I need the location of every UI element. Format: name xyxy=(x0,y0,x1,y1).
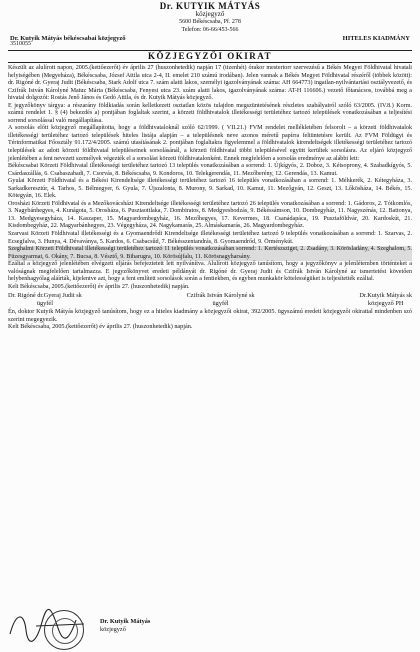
paragraph-gyula: Gyulai Körzeti Földhivatal és a Békési Kirendeltsége illetékességi területéhez tartozó 16 település vonatkozásában a sorrend: 1. Méhkerék, 2. Kétegyháza, 3. Sarkadkeresztúr, 4. Tarhos, 5. Bélmegyer, 6. Gyula, 7. Újszalonta, 8. Murony, 9. Sarkad, 10. Kamut, 11. Mezőgyán, 12. Geszt, 13. Lőkösháza, 14. Békés, 15. Kötegyán, 16. Elek. xyxy=(8,178,412,200)
notary-address: 5600 Békéscsaba, Pf. 278 xyxy=(179,19,241,25)
signature-2 xyxy=(187,292,255,307)
signature-1-name: Dr. Rigóné dr.Gyeraj Judit sk xyxy=(8,292,82,300)
certification-text: Én, doktor Kutyik Mátyás közjegyző tanúsítom, hogy ez a hiteles kiadmány a közjegyzői okirat, 392/2005. ügyszámú eredeti közjegyzői okirattal mindenben szó szerint megegyezik. xyxy=(8,308,412,323)
seat-text: Dr. Kutyik Mátyás békéscsabai közjegyző xyxy=(10,35,126,42)
final-signer-block xyxy=(100,618,150,633)
signature-3 xyxy=(359,292,412,307)
notary-seal-icon xyxy=(44,610,84,650)
paragraph-szarvas: Szarvasi Körzeti Földhivatal illetékességi és a Gyomaendrődi Kirendeltsége illetékességi területéhez tartozó 9 település vonatkozásában a sorrend: 1. Szarvas, 2. Ecsegfalva, 3. Hunya, 4. Dévaványa, 5. Kardos, 6. Csabacsűd, 7. Békésszentandrás, 8. Gyomaendrőd, 9. Örménykút. xyxy=(8,231,412,245)
final-signer-role: közjegyző xyxy=(100,625,126,633)
notary-phone: Telefon: 06-66/453-566 xyxy=(181,27,239,33)
document-title: KÖZJEGYZŐI OKIRAT xyxy=(8,50,412,63)
paragraph-oroshaza: Orosházi Körzeti Földhivatal és a Mezőkovácsházi Kirendeltsége illetékességi területéhez tartozó 26 település vonatkozásában a sorrend: 1. Gádoros, 2. Tótkomlós, 3. Nagybánhegyes, 4. Kunágota, 5. Orosháza, 6. Pusztaottlaka, 7. Dombiratos, 8. Medgyesbodzás, 9. Békéssámson, 10. Dombegyház, 11. Nagyszénás, 12. Battonya, 13. Medgyesegyháza, 14. Kaszaper, 15. Magyardombegyház, 16. Mezőhegyes, 17. Kevermes, 18. Csanádapáca, 19. Pusztaföldvár, 20. Kardoskút, 21. Kisdombegyház, 22. Magyarbánhegyes, 23. Végegyháza, 24. Nagykamarás, 25. Almáskamarás, 26. Magyardombegyház. xyxy=(8,200,412,230)
signature-block xyxy=(0,292,420,307)
final-signer-name: Dr. Kutyik Mátyás xyxy=(100,618,151,625)
certification-date: Kelt Békéscsaba, 2005.(kettőezerőt) év április 27. (huszonhetedik) napján. xyxy=(8,323,193,331)
paragraph-date: Kelt Békéscsaba, 2005.(kettőezerőt) év április 27. (huszonhetedik) napján. xyxy=(8,283,190,290)
paragraph-closing: Ezáltal a közjegyző jelenlétében elvégzett eljárás befejeztetett lett nyilvánítva. Alulírott közjegyző tanúsítom, hogy a jegyzőkönyv a jelenlétemben történteket a valóságnak megfelelően tartalmazza. E jegyzőkönyvet eredeti példányát dr. Rigóné dr. Gyeraj Judit és Czifrák István Károlyné az ismertetést követően helybenhagyólag aláírták, kijelentve azt, hogy a fent említett sorsolások során a fentiekben, és egyben munkakör kötelességüket is teljesítették ezáltal. xyxy=(8,261,412,283)
paragraph-3: A sorsolás előtt közjegyző megállapította, hogy a földhivataloknál szóló 62/1999. ( VII.21.) FVM rendelet mellékletében felsorolt – a körzeti földhivatalok illetékességi területéhez tartozó települések hiteles listája alapján – a településnek neve azonos méretű papírra feltüntetésre került. Az FVM Földügyi és Térinformatikai Főosztály 91.172/4/2005. számú utasításának 2. pontjában foglaltakra figyelemmel a földhivatalok kirendeltségek illetékességi területéhez tartozó települések az adott körzeti földhivatal településeinek sorsolásánál, a körzeti földhivatal többi településével együtt kerültek sorsolásra. Az eljáró közjegyző jelenlétében a fent nevezett személyek végezték el a sorsolást körzeti földhivatalonként. Ennek megfelelően a sorsolás eredménye az alábbi lett: xyxy=(8,125,412,162)
notary-role: közjegyző xyxy=(195,10,225,18)
seal-inner-ring-icon xyxy=(52,618,78,644)
paragraph-2: E jegyzőkönyv tárgya: a részarány földkiadás során kelletkezett osztatlan közös tulajdon megszüntetésének részletes szabályairól szóló 63/2005. (IV.8.) Korm. számú rendelet 1. § (4) bekezdés a) pontjában foglaltak szerint, a körzeti földhivatalok illetékességi területéhez tartozó települések vonatkozásában a teljesítési sorrend sorsolással való megállapítása. xyxy=(8,102,412,124)
certification-block xyxy=(0,308,420,331)
signature-1-role: ügyfél xyxy=(36,299,53,307)
registration-number: 3510055 xyxy=(10,41,31,47)
paragraph-bekescsaba: Békéscsabai Körzeti Földhivatal illetékességi területéhez tartozó 13 település vonatkozásában a sorrend: 1. Újkígyós, 2. Doboz, 3. Kétsoprony, 4. Szabadkígyós, 5. Csárdaszállás, 6. Csabaszabadi, 7. Csorvás, 8. Békéscsaba, 9. Kondoros, 10. Telekgerendás, 11. Mezőberény, 12. Gerendás, 13. Kamut. xyxy=(8,163,412,177)
document-body xyxy=(0,65,420,291)
signature-3-role: közjegyző PH xyxy=(367,299,404,307)
paragraph-szeghalom-highlighted: Szeghalmi Körzeti Földhivatal illetékességi területéhez tartozó 11 település vonatkozásában sorrend: 1. Kertészsziget, 2. Zsadány, 3. Körösladány, 4. Szeghalom, 5. Füzesgyarmat, 6. Okány, 7. Bucsa, 8. Vésztő, 9. Biharugra, 10. Körösújfalu, 11. Körösnagyharsány. xyxy=(8,246,412,260)
signature-1 xyxy=(8,292,82,307)
letterhead xyxy=(0,2,420,34)
signature-2-role: ügyfél xyxy=(212,299,229,307)
paragraph-1: Készült az alulírott napon, 2005.(kettőezerőt) év április 27 (huszonhetedik) napján 17 (tizenhét) órakor mestertorr szervezésű a Békés Megyei Földhivatal hivatali helyiségében (Megyeháza), Békéscsaba, József Attila utca 2-4, II. emelet 210 számú irodában). Jelen vannak a Békés Megyei Földhivatal részéről (többek között): dr. Rigóné dr. Gyeraj Judit (Békéscsaba, Stark Adolf utca 7. szám alatti lakos, személyi igazolványának száma: AH 664773) ingatlan-nyilvántartási osztályvezető, és Czifrák István Károlyné Matuz Márta (Békéscsaba, Fenyesi utca 23. szám alatti lakos, igazolványának száma: AT-H 116606.) vezető főtanácsos, továbbá meg a hivatal dolgozói: Rostás Jenő János és Gedó Attila, és dr. Kutyik Mátyás közjegyző. xyxy=(8,65,412,102)
certified-copy-label: HITELES KIADMÁNY xyxy=(342,35,410,42)
signature-3-name: Dr.Kutyik Mátyás sk xyxy=(359,292,412,300)
signature-2-name: Czifrák István Károlyné sk xyxy=(186,292,255,300)
notary-name: Dr. KUTYIK MÁTYÁS xyxy=(159,1,261,11)
